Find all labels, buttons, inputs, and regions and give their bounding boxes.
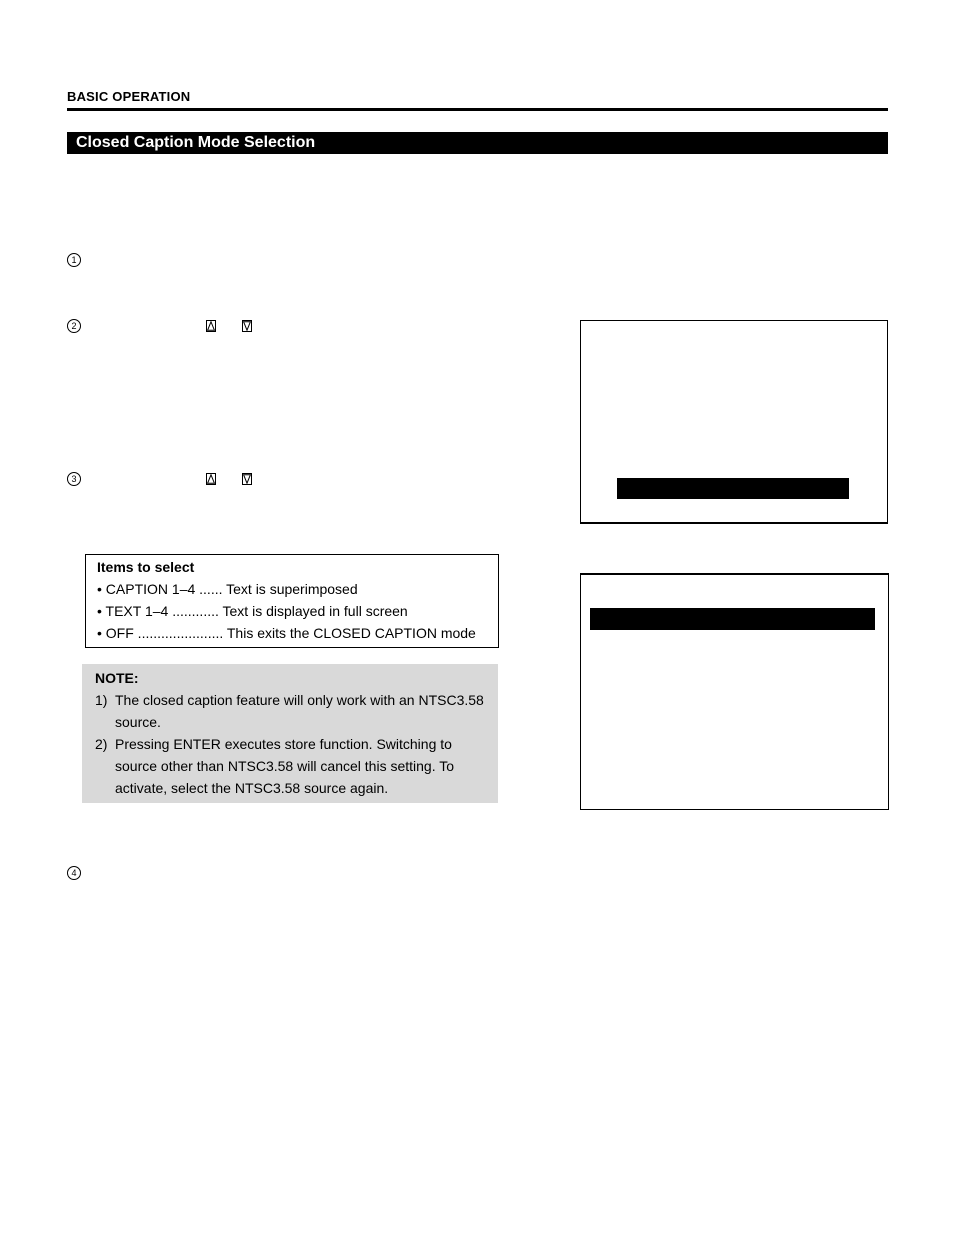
- note-box: [82, 664, 498, 803]
- step-number-3: 3: [67, 472, 81, 486]
- up-arrow-icon: [206, 320, 216, 332]
- section-label: BASIC OPERATION: [67, 89, 191, 104]
- note-number: 1): [95, 692, 108, 708]
- items-heading: Items to select: [97, 559, 195, 575]
- menu-screen-illustration: [580, 320, 888, 524]
- step-number-4: 4: [67, 866, 81, 880]
- note-number: 2): [95, 736, 108, 752]
- note-heading: NOTE:: [95, 670, 139, 686]
- list-item: • CAPTION 1–4 ...... Text is superimposed: [97, 581, 358, 597]
- down-arrow-icon: [242, 473, 252, 485]
- up-arrow-icon: [206, 473, 216, 485]
- step-number-1: 1: [67, 253, 81, 267]
- step-number-2: 2: [67, 319, 81, 333]
- note-item: [95, 733, 488, 799]
- note-text: Pressing ENTER executes store function. Switching to source other than NTSC3.58 will cancel this setting. To activate, select the NTSC3.58 source again.: [115, 736, 455, 796]
- list-item: • TEXT 1–4 ............ Text is displayed in full screen: [97, 603, 408, 619]
- items-to-select-box: [85, 554, 499, 648]
- down-arrow-icon: [242, 320, 252, 332]
- list-item: • OFF ...................... This exits the CLOSED CAPTION mode: [97, 625, 476, 641]
- header-rule: [67, 108, 888, 111]
- menu-highlight-bar: [590, 608, 875, 630]
- note-item: [95, 689, 488, 733]
- page-title: Closed Caption Mode Selection: [67, 132, 888, 154]
- note-text: The closed caption feature will only work with an NTSC3.58 source.: [115, 692, 484, 730]
- menu-screen-illustration: [580, 573, 889, 810]
- menu-highlight-bar: [617, 478, 849, 499]
